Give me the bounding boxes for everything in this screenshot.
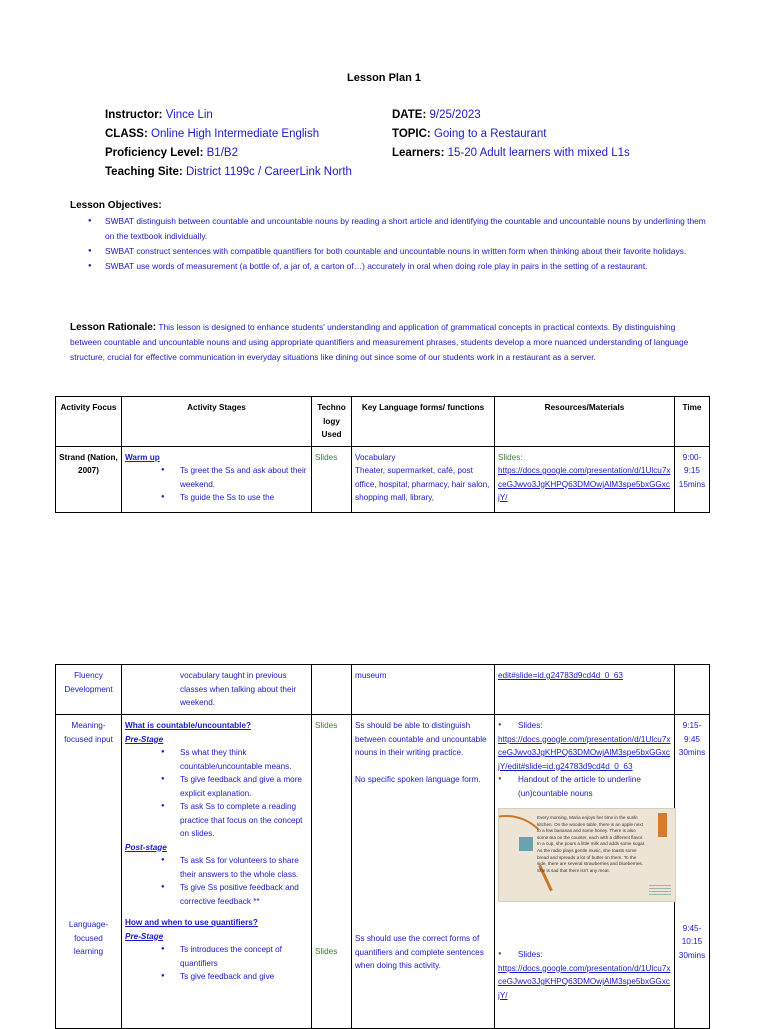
list-item: ● Ts greet the Ss and ask about their weekend.: [125, 464, 308, 491]
resource-list: [498, 948, 671, 962]
level-label: Proficiency Level:: [105, 147, 204, 159]
list-item: ● Ts give feedback and give a more explicit explanation.: [125, 773, 308, 800]
pre-stage-label: Pre-Stage: [125, 734, 164, 744]
tech-cell: [312, 665, 352, 715]
lesson-table-part2: [55, 664, 710, 1029]
stage-bullets: [125, 854, 308, 908]
stage-bullets: [125, 943, 308, 984]
list-item: ● Handout of the article to underline (un)countable nouns: [498, 773, 671, 800]
stages-cell: [122, 446, 312, 512]
stage-bullets: [125, 464, 308, 505]
resources-cell: [495, 665, 675, 715]
post-stage-label: Post-stage: [125, 842, 167, 852]
level-line: [105, 147, 238, 159]
table-row: [56, 665, 710, 715]
pre-stage-label: Pre-Stage: [125, 931, 164, 941]
site-value: District 1199c / CareerLink North: [185, 166, 352, 178]
lesson-table-part1: [55, 396, 710, 513]
language-cell: Vocabulary Theater, supermarket, café, post office, hospital, pharmacy, hair salon, shopping mall, library,: [352, 446, 495, 512]
topic-line: [392, 128, 546, 140]
site-line: [105, 166, 352, 178]
focus-cell: Fluency Development: [56, 665, 122, 715]
stage-title: How and when to use quantifiers?: [125, 918, 258, 927]
class-value: Online High Intermediate English: [151, 128, 320, 140]
date-value: 9/25/2023: [429, 109, 481, 121]
resource-list: [498, 773, 671, 800]
resources-cell: [495, 446, 675, 512]
learners-value: 15-20 Adult learners with mixed L1s: [447, 147, 630, 159]
resources-cell: [495, 715, 675, 1029]
time-cell: [675, 665, 710, 715]
language-spoken: No specific spoken language form.: [355, 774, 481, 784]
objective-item: ● SWBAT distinguish between countable and uncountable nouns by reading a short article and identifying the countable and uncountable nouns by underlining them on the textbook individually.: [88, 214, 708, 244]
stages-cell: [122, 715, 312, 1029]
objective-item: ● SWBAT use words of measurement (a bottle of, a jar of, a carton of…) accurately in oral when doing role play in pairs in the setting of a restaurant.: [88, 259, 708, 274]
decorative-square: [519, 837, 533, 851]
list-item: ● Slides:: [498, 719, 671, 733]
col-header-time: Time: [675, 397, 710, 447]
language-cell: [352, 715, 495, 1029]
class-line: [105, 128, 319, 140]
topic-value: Going to a Restaurant: [433, 128, 547, 140]
stages-cell: [122, 665, 312, 715]
stage-bullets: [125, 746, 308, 841]
list-item: ● Ts ask Ss to complete a reading practice that focus on the concept on slides.: [125, 800, 308, 841]
date-label: DATE:: [392, 109, 427, 121]
resource-list: [498, 719, 671, 733]
table-header-row: [56, 397, 710, 447]
list-item: ● Ts give feedback and give: [125, 970, 308, 984]
tech-cell: [312, 715, 352, 1029]
time-cell: 9:00-9:15 15mins: [675, 446, 710, 512]
list-item: ● Ts guide the Ss to use the: [125, 491, 308, 505]
time-cell: [675, 715, 710, 1029]
stage-title: Warm up: [125, 452, 160, 462]
language-quantifiers: Ss should use the correct forms of quantifiers and complete sentences when doing this activity.: [355, 934, 484, 970]
rationale-block: [70, 320, 700, 365]
time-language: 9:45-10:15 30mins: [678, 923, 706, 960]
slides-link[interactable]: https://docs.google.com/presentation/d/1Ulcu7xceGJwvo3JgKHPQ63DMOwjAlM3spe5bxGGxcjY/: [498, 963, 671, 1000]
rationale-text: This lesson is designed to enhance students' understanding and application of grammatical concepts in practical contexts. By distinguishing between countable and uncountable nouns and using appropriate quantifiers and measurement phrases, students develop a more nuanced understanding of language structure, crucial for effective communication in everyday situations like dining out since some of our students work in a restaurant as a server.: [70, 322, 689, 362]
instructor-label: Instructor:: [105, 109, 163, 121]
col-header-language: Key Language forms/ functions: [352, 397, 495, 447]
focus-cell: Strand (Nation, 2007): [56, 446, 122, 512]
rationale-label: Lesson Rationale:: [70, 322, 157, 333]
page-title: Lesson Plan 1: [347, 72, 421, 84]
instructor-line: [105, 109, 213, 121]
decorative-lines: [649, 885, 671, 897]
site-label: Teaching Site:: [105, 166, 183, 178]
date-line: [392, 109, 481, 121]
learners-label: Learners:: [392, 147, 445, 159]
slides-link[interactable]: https://docs.google.com/presentation/d/1Ulcu7xceGJwvo3JgKHPQ63DMOwjAlM3spe5bxGGxcjY/edit#slide=id.g24783d9cd4d_0_63: [498, 734, 671, 771]
col-header-focus: Activity Focus: [56, 397, 122, 447]
list-item: ● Slides:: [498, 948, 671, 962]
learners-line: [392, 147, 630, 159]
focus-meaning: Meaning-focused input: [64, 721, 113, 744]
language-cell: museum: [352, 665, 495, 715]
article-thumbnail: [498, 808, 676, 902]
table-row: [56, 446, 710, 512]
objectives-heading: Lesson Objectives:: [70, 200, 162, 211]
slides-link[interactable]: https://docs.google.com/presentation/d/1Ulcu7xceGJwvo3JgKHPQ63DMOwjAlM3spe5bxGGxcjY/: [498, 466, 671, 502]
language-meaning: Ss should be able to distinguish between countable and uncountable nouns in their writing practice.: [355, 721, 487, 757]
tech-meaning: Slides: [315, 721, 338, 730]
article-text: Every morning, Maria enjoys her time in the sunlit kitchen. On the wooden table, there is an apple next to a few bananas and some honey. There is also some tea on the counter, each with a different flavor. In a cup, she pours a little milk and adds some sugar. As the radio plays gentle music, she toasts some bread and spreads a lot of butter on them. To the side, there are several strawberries and blueberries. She is sad that there isn't any meat.: [537, 815, 646, 873]
stage-continuation: vocabulary taught in previous classes when talking about their weekend.: [180, 671, 297, 707]
list-item: ● Ts ask Ss for volunteers to share their answers to the whole class.: [125, 854, 308, 881]
focus-cell: [56, 715, 122, 1029]
time-meaning: 9:15-9:45 30mins: [678, 721, 706, 757]
col-header-stages: Activity Stages: [122, 397, 312, 447]
list-item: ● Ss what they think countable/uncountable means.: [125, 746, 308, 773]
objectives-list: [88, 214, 708, 274]
list-item: ● Ts introduces the concept of quantifiers: [125, 943, 308, 970]
level-value: B1/B2: [206, 147, 238, 159]
topic-label: TOPIC:: [392, 128, 431, 140]
tech-cell: Slides: [312, 446, 352, 512]
tech-language: Slides: [315, 946, 338, 956]
instructor-value: Vince Lin: [165, 109, 213, 121]
stage-title: What is countable/uncountable?: [125, 721, 251, 730]
focus-language: Language-focused learning: [68, 920, 109, 956]
resource-label: Slides:: [498, 452, 523, 462]
class-label: CLASS:: [105, 128, 148, 140]
list-item: ● Ts give Ss positive feedback and corrective feedback **: [125, 881, 308, 908]
slides-link[interactable]: edit#slide=id.g24783d9cd4d_0_63: [498, 671, 623, 680]
col-header-tech: Techno logy Used: [312, 397, 352, 447]
objective-item: ● SWBAT construct sentences with compatible quantifiers for both countable and uncountable nouns in written form when thinking about their favorite holidays.: [88, 244, 708, 259]
col-header-resources: Resources/Materials: [495, 397, 675, 447]
table-row: [56, 715, 710, 1029]
decorative-block: [658, 813, 667, 837]
